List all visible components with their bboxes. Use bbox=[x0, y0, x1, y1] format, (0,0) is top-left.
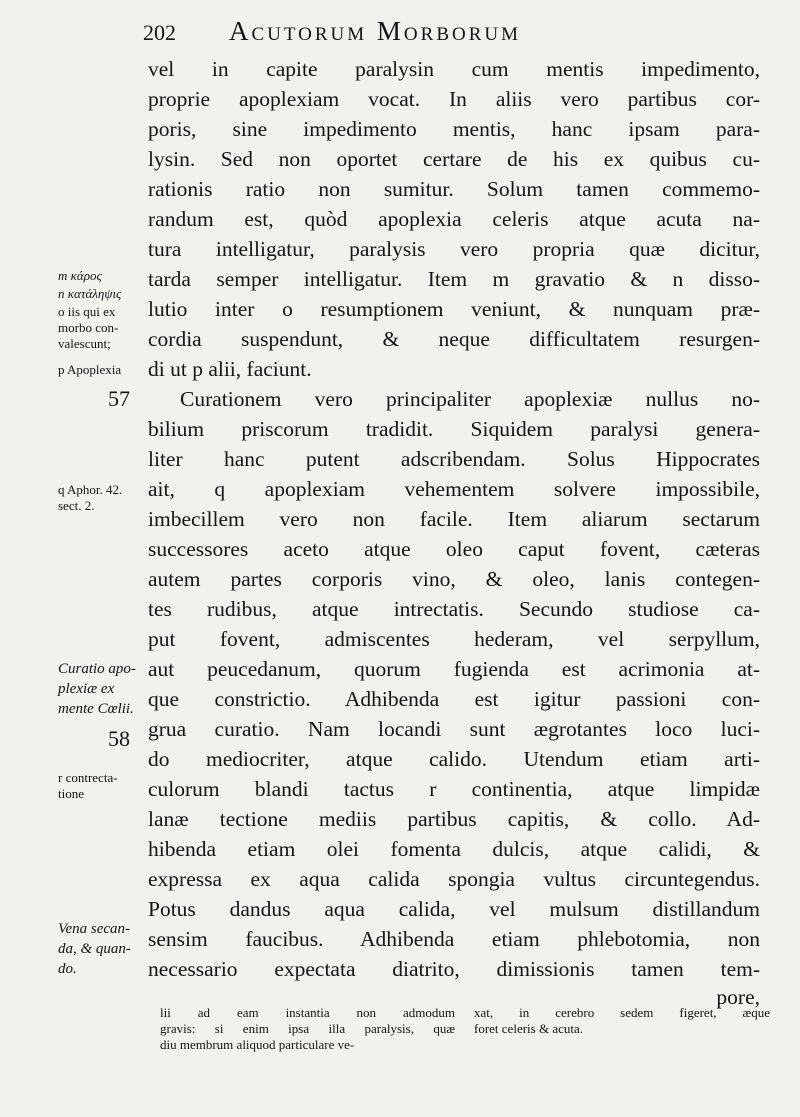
margin-note-o-3: valescunt; bbox=[58, 336, 111, 351]
text-line: di ut p alii, faciunt. bbox=[148, 357, 312, 381]
margin-note-o: o iis qui ex bbox=[58, 304, 116, 319]
footnote-line: foret celeris & acuta. bbox=[474, 1021, 583, 1036]
text-line: Potus dandus aqua calida, vel mulsum distillandum bbox=[148, 897, 760, 921]
margin-note-vena: Vena secan- bbox=[58, 921, 131, 937]
text-line: grua curatio. Nam locandi sunt ægrotantes loco luci- bbox=[148, 717, 760, 741]
margin-note-o-2: morbo con- bbox=[58, 320, 119, 335]
text-line: vel in capite paralysin cum mentis impedimento, bbox=[148, 57, 760, 81]
section-number: 58 bbox=[108, 726, 130, 751]
text-line: tarda semper intelligatur. Item m gravatio & n disso- bbox=[148, 267, 760, 291]
margin-note-q-2: sect. 2. bbox=[58, 498, 95, 513]
catchword: pore, bbox=[716, 985, 760, 1009]
text-line: sensim faucibus. Adhibenda etiam phlebotomia, non bbox=[148, 927, 760, 951]
text-line: aut peucedanum, quorum fugienda est acrimonia at- bbox=[148, 657, 760, 681]
text-line: autem partes corporis vino, & oleo, lanis contegen- bbox=[148, 567, 760, 591]
text-line: rationis ratio non sumitur. Solum tamen commemo- bbox=[148, 177, 760, 201]
text-line: lanæ tectione mediis partibus capitis, & collo. Ad- bbox=[148, 807, 760, 831]
margin-note-vena-2: da, & quan- bbox=[58, 941, 131, 957]
text-line: successores aceto atque oleo caput fovent, cæteras bbox=[148, 537, 760, 561]
text-line: lysin. Sed non oportet certare de his ex quibus cu- bbox=[148, 147, 760, 171]
margin-note-n: n κατάληψις bbox=[58, 286, 122, 301]
margin-note-curatio: Curatio apo- bbox=[58, 661, 136, 677]
text-line: cordia suspendunt, & neque difficultatem resurgen- bbox=[148, 327, 760, 351]
text-line: tura intelligatur, paralysis vero propria quæ dicitur, bbox=[148, 237, 760, 261]
text-line: ait, q apoplexiam vehementem solvere impossibile, bbox=[148, 477, 760, 501]
text-line: Curationem vero principaliter apoplexiæ nullus no- bbox=[180, 387, 760, 411]
text-line: expressa ex aqua calida spongia vultus circuntegendus. bbox=[148, 867, 760, 891]
text-line: randum est, quòd apoplexia celeris atque acuta na- bbox=[148, 207, 760, 231]
page-header bbox=[143, 14, 703, 50]
text-line: culorum blandi tactus r continentia, atque limpidæ bbox=[148, 777, 760, 801]
margin-note-curatio-2: plexiæ ex bbox=[58, 681, 115, 697]
text-line: bilium priscorum tradidit. Siquidem paralysi genera- bbox=[148, 417, 760, 441]
text-line: proprie apoplexiam vocat. In aliis vero partibus cor- bbox=[148, 87, 760, 111]
footnote-column-left bbox=[160, 1005, 455, 1053]
margin-note-r: r contrecta- bbox=[58, 770, 118, 785]
margin-note-m: m κάρος bbox=[58, 268, 102, 283]
margin-note-vena-3: do. bbox=[58, 961, 77, 977]
margin-note-curatio-3: mente Cœlii. bbox=[58, 701, 134, 717]
text-line: hibenda etiam olei fomenta dulcis, atque calidi, & bbox=[148, 837, 760, 861]
margin-note-r-2: tione bbox=[58, 786, 84, 801]
page-number: 202 bbox=[143, 20, 176, 45]
text-line: imbecillem vero non facile. Item aliarum sectarum bbox=[148, 507, 760, 531]
running-title: Acutorum Morborum bbox=[229, 16, 521, 46]
text-line: que constrictio. Adhibenda est igitur passioni con- bbox=[148, 687, 760, 711]
text-line: poris, sine impedimento mentis, hanc ipsam para- bbox=[148, 117, 760, 141]
margin-note-p: p Apoplexia bbox=[58, 362, 122, 377]
footnote-line: diu membrum aliquod particulare ve- bbox=[160, 1037, 355, 1052]
section-number: 57 bbox=[108, 386, 130, 411]
text-line: put fovent, admiscentes hederam, vel serpyllum, bbox=[148, 627, 760, 651]
margin-note-q: q Aphor. 42. bbox=[58, 482, 123, 497]
footnote-column-right bbox=[474, 1005, 770, 1037]
footnote-line: lii ad eam instantia non admodum bbox=[160, 1005, 455, 1020]
text-line: lutio inter o resumptionem veniunt, & nunquam præ- bbox=[148, 297, 760, 321]
text-line: do mediocriter, atque calido. Utendum etiam arti- bbox=[148, 747, 760, 771]
footnote-line: gravis: si enim ipsa illa paralysis, quæ bbox=[160, 1021, 455, 1036]
text-line: liter hanc putent adscribendam. Solus Hippocrates bbox=[148, 447, 760, 471]
footnote-line: xat, in cerebro sedem figeret, æque bbox=[474, 1005, 770, 1020]
text-line: tes rudibus, atque intrectatis. Secundo studiose ca- bbox=[148, 597, 760, 621]
text-line: necessario expectata diatrito, dimissionis tamen tem- bbox=[148, 957, 760, 981]
